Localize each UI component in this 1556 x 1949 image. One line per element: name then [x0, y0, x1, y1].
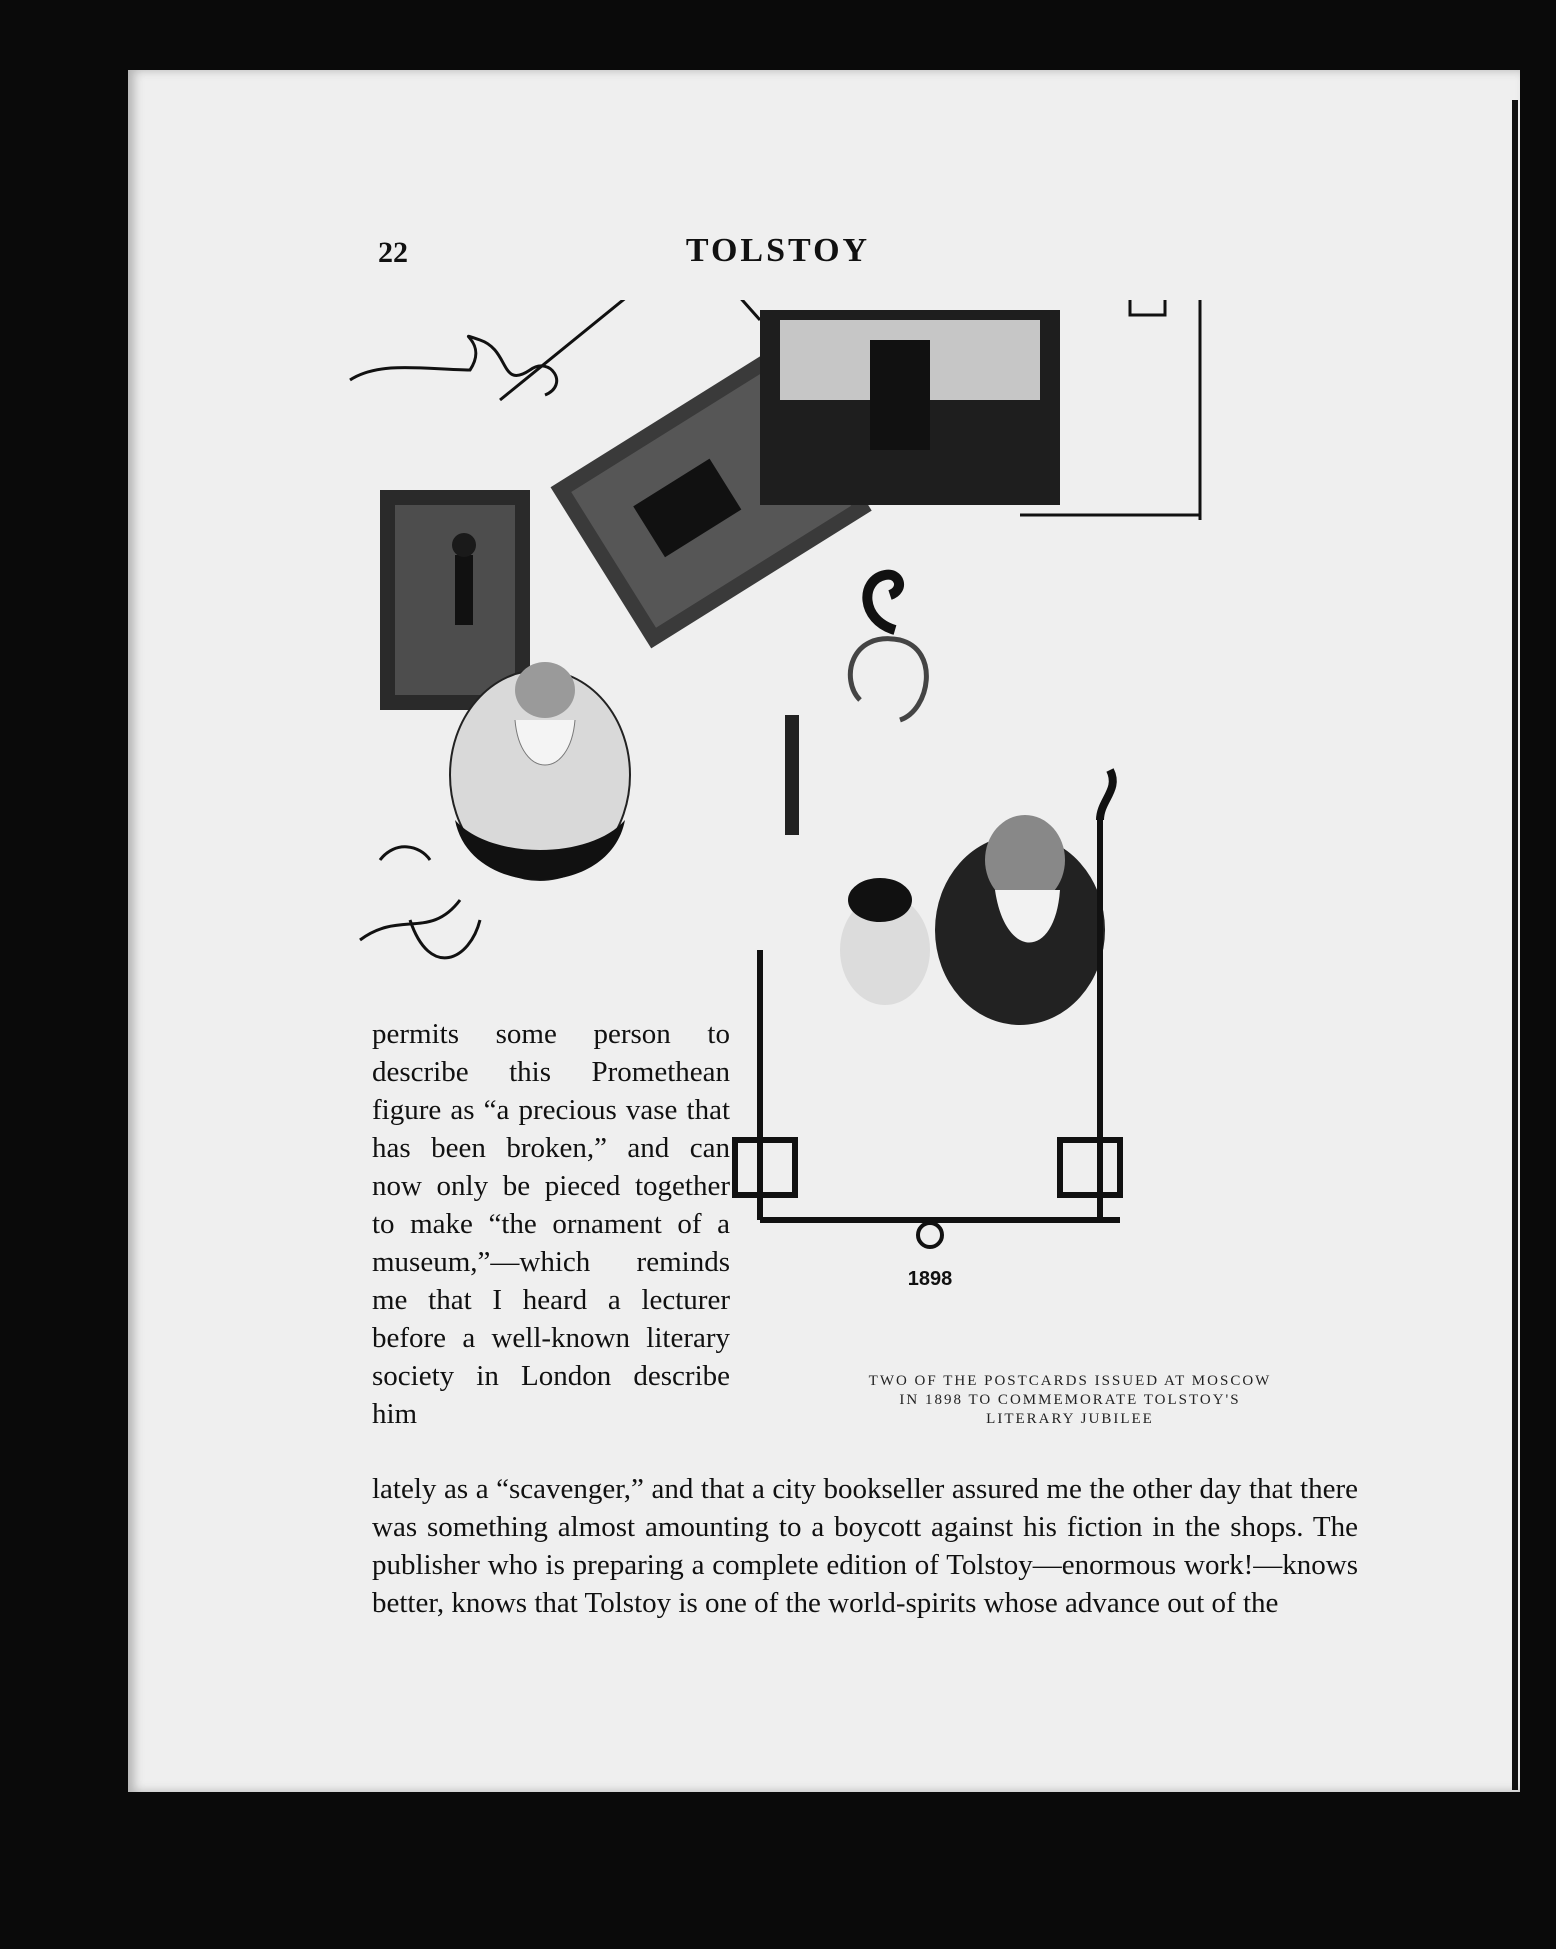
caption-line-2: IN 1898 TO COMMEMORATE TOLSTOY'S	[899, 1392, 1241, 1408]
page-gutter-edge	[1512, 100, 1518, 1790]
full-width-text: lately as a “scavenger,” and that a city bookseller assured me the other day that there was something almost amounting to a boycott against his fiction in the shops. The publisher who is preparing a complete edition of Tolstoy—enormous work!—knows better, knows that Tolstoy is one of the world-spirits whose advance out of the	[372, 1473, 1358, 1619]
caption-line-3: LITERARY JUBILEE	[986, 1411, 1154, 1427]
running-head: TOLSTOY	[685, 232, 871, 269]
figure-caption	[790, 1372, 1350, 1429]
left-column-text: permits some person to describe this Promethean figure as “a precious vase that has been broken,” and can now only be pieced together to make “the ornament of a museum,”—which reminds me that I heard a lecturer before a well-known literary society in London describe him	[372, 1018, 730, 1430]
postcard-date-label: 1898	[907, 1268, 953, 1290]
birds-sketch-icon	[360, 847, 480, 958]
page-number: 22	[378, 236, 408, 269]
postcard-couple-portrait	[735, 575, 1120, 1290]
scroll-ornament-icon	[350, 336, 557, 395]
caption-line-1: TWO OF THE POSTCARDS ISSUED AT MOSCOW	[868, 1373, 1272, 1389]
